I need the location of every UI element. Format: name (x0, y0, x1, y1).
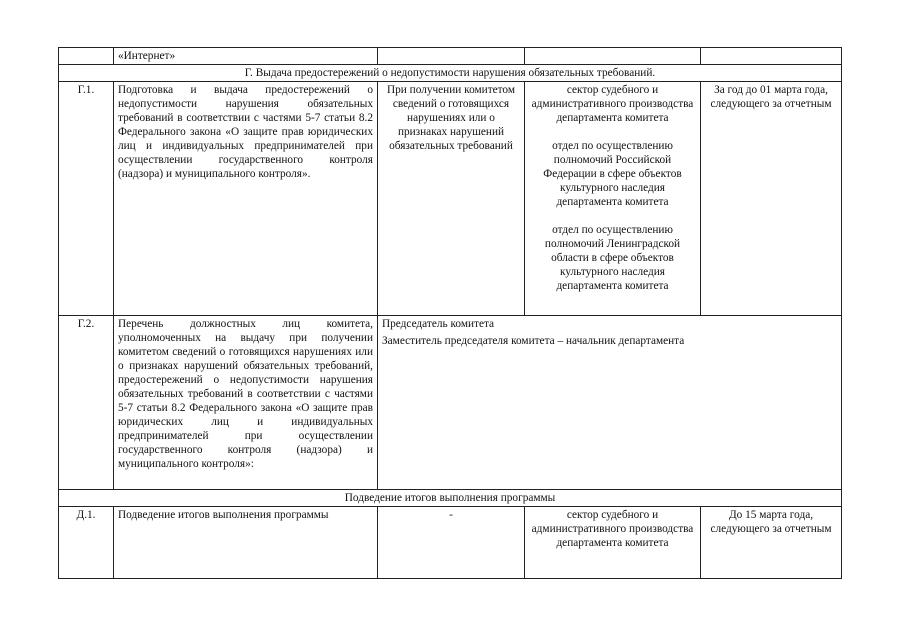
table-row-d1 (59, 507, 842, 579)
table-row-internet (59, 48, 842, 65)
cell-empty-responsible (525, 48, 701, 65)
section-title-g: Г. Выдача предостережений о недопустимости нарушения обязательных требований. (59, 65, 842, 82)
row-responsible-g1 (525, 82, 701, 316)
section-heading-d (59, 490, 842, 507)
row-condition-g1: При получении комитетом сведений о готовящихся нарушениях или о признаках нарушений обязательных требований (378, 82, 525, 316)
responsible-unit: отдел по осуществлению полномочий Ленинградской области в сфере объектов культурного наследия департамента комитета (544, 224, 681, 292)
row-text-g2: Перечень должностных лиц комитета, уполномоченных на выдачу при получении комитетом сведений о готовящихся нарушениях или о признаках нарушений обязательных требований, предостережений о недопустимости нарушения обязательных требований в соответствии с частями 5-7 статьи 8.2 Федерального закона «О защите прав юридических лиц и индивидуальных предпринимателей при осуществлении государственного контроля (надзора) и муниципального контроля»: (114, 316, 378, 490)
official-item: Председатель комитета (382, 318, 495, 330)
section-heading-g (59, 65, 842, 82)
section-title-d: Подведение итогов выполнения программы (59, 490, 842, 507)
table-row-g2 (59, 316, 842, 490)
official-item: Заместитель председателя комитета – начальник департамента (382, 335, 685, 347)
row-number-g2: Г.2. (59, 316, 114, 490)
program-table (58, 47, 842, 579)
row-text-g1: Подготовка и выдача предостережений о недопустимости нарушения обязательных требований в соответствии с частями 5-7 статьи 8.2 Федерального закона «О защите прав юридических лиц и индивидуальных предпринимателей при осуществлении государственного контроля (надзора) и муниципального контроля». (114, 82, 378, 316)
responsible-unit: отдел по осуществлению полномочий Российской Федерации в сфере объектов культурного наследия департамента комитета (543, 140, 682, 208)
cell-internet: «Интернет» (114, 48, 378, 65)
cell-empty-condition (378, 48, 525, 65)
row-deadline-g1: За год до 01 марта года, следующего за отчетным (701, 82, 842, 316)
row-condition-d1: - (378, 507, 525, 579)
row-number-g1: Г.1. (59, 82, 114, 316)
row-text-d1: Подведение итогов выполнения программы (114, 507, 378, 579)
row-officials-g2 (378, 316, 842, 490)
cell-empty-num (59, 48, 114, 65)
row-responsible-d1: сектор судебного и административного производства департамента комитета (525, 507, 701, 579)
table-row-g1 (59, 82, 842, 316)
row-number-d1: Д.1. (59, 507, 114, 579)
cell-empty-deadline (701, 48, 842, 65)
row-deadline-d1: До 15 марта года, следующего за отчетным (701, 507, 842, 579)
responsible-unit: сектор судебного и административного производства департамента комитета (531, 84, 694, 124)
